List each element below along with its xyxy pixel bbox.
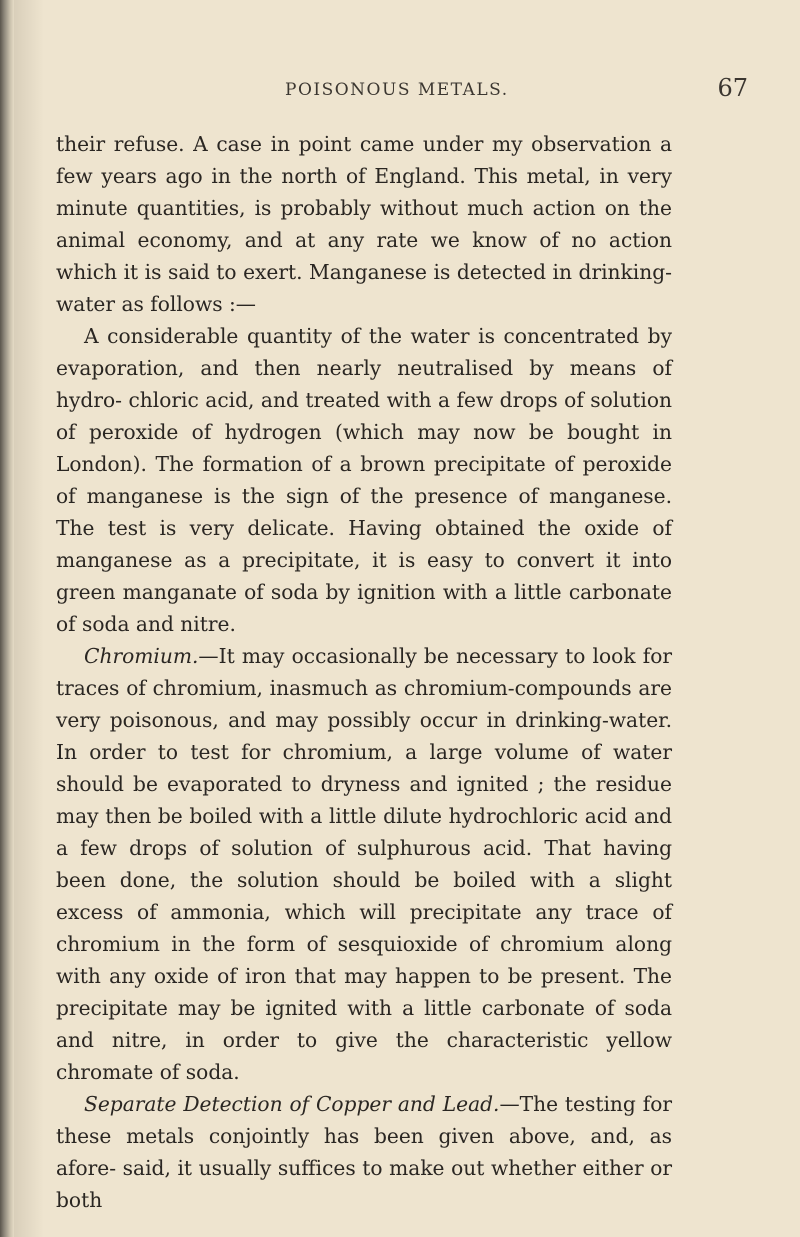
- paragraph-chromium: [56, 640, 672, 1088]
- paragraph-text: —The testing for these metals conjointly has been given above, and, as afore- said, it usually suffices to make out whether either or both: [56, 1092, 672, 1212]
- running-head: POISONOUS METALS.: [285, 80, 509, 100]
- paragraph-copper-lead: [56, 1088, 672, 1216]
- book-binding-edge: [0, 0, 14, 1237]
- page-body: [56, 128, 672, 1216]
- paragraph-text: —It may occasionally be necessary to look for traces of chromium, inasmuch as chromium-compounds are very poisonous, and may possibly occur in drinking-water. In order to test for chromium, a large volume of water should be evaporated to dryness and ignited ; the residue may then be boiled with a little dilute hydrochloric acid and a few drops of solution of sulphurous acid. That having been done, the solution should be boiled with a slight excess of ammonia, which will precipitate any trace of chromium in the form of sesquioxide of chromium along with any oxide of iron that may happen to be present. The precipitate may be ignited with a little carbonate of soda and nitre, in order to give the characteristic yellow chromate of soda.: [56, 644, 672, 1084]
- page-header: [60, 74, 748, 110]
- paragraph-manganese-test: [56, 320, 672, 640]
- paragraph-manganese-intro: [56, 128, 672, 320]
- page-number: 67: [717, 74, 748, 102]
- section-heading-chromium: Chromium.: [84, 644, 199, 668]
- gutter-shadow: [14, 0, 44, 1237]
- paragraph-text: their refuse. A case in point came under my observation a few years ago in the north of England. This metal, in very minute quantities, is probably without much action on the animal economy, and at any rate we know of no action which it is said to exert. Manganese is detected in drinking-water as follows :—: [56, 132, 672, 316]
- section-heading-copper-lead: Separate Detection of Copper and Lead.: [84, 1092, 500, 1116]
- paragraph-text: A considerable quantity of the water is concentrated by evaporation, and then nearly neutralised by means of hydro- chloric acid, and treated with a few drops of solution of peroxide of hydrogen (which may now be bought in London). The formation of a brown precipitate of peroxide of manganese is the sign of the presence of manganese. The test is very delicate. Having obtained the oxide of manganese as a precipitate, it is easy to convert it into green manganate of soda by ignition with a little carbonate of soda and nitre.: [56, 324, 672, 636]
